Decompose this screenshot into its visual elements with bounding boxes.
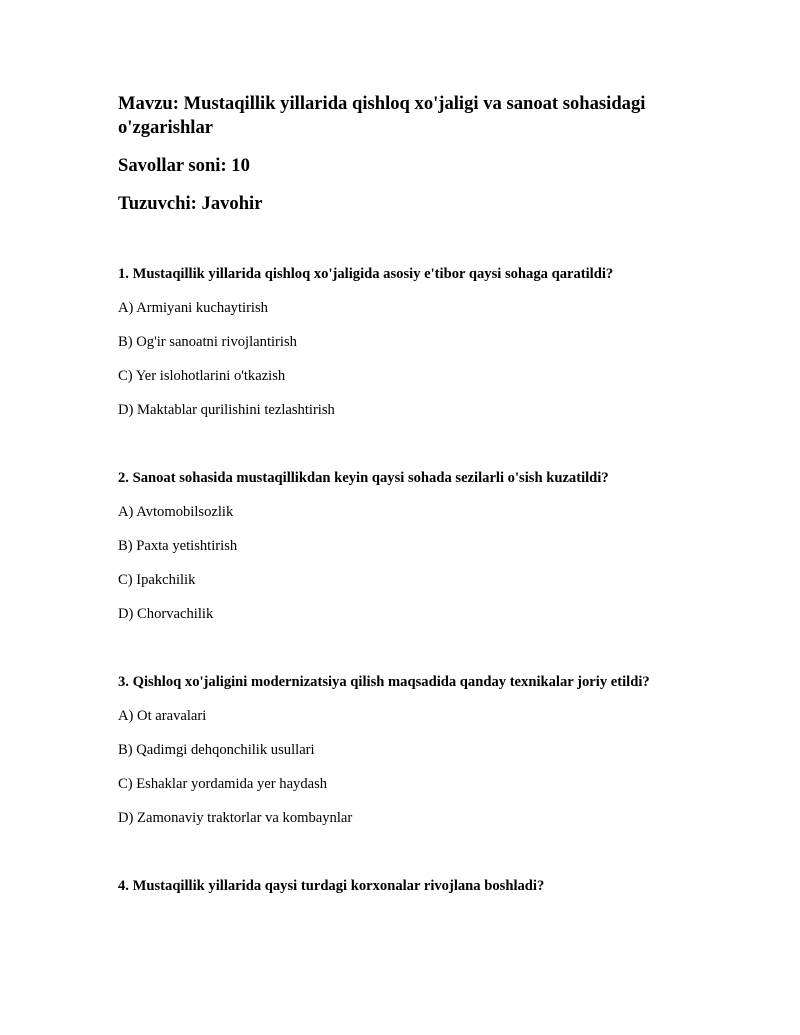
question-3 [118, 672, 678, 828]
question-3-option-d: D) Zamonaviy traktorlar va kombaynlar [118, 810, 353, 826]
question-2-text: 2. Sanoat sohasida mustaqillikdan keyin qaysi sohada sezilarli o'sish kuzatildi? [118, 470, 609, 486]
question-4-text: 4. Mustaqillik yillarida qaysi turdagi korxonalar rivojlana boshladi? [118, 878, 545, 894]
question-1-option-b: B) Og'ir sanoatni rivojlantirish [118, 334, 297, 350]
question-3-text: 3. Qishloq xo'jaligini modernizatsiya qilish maqsadida qanday texnikalar joriy etildi? [118, 674, 650, 690]
question-count: Savollar soni: 10 [118, 155, 250, 176]
question-2 [118, 468, 678, 624]
question-3-option-c: C) Eshaklar yordamida yer haydash [118, 776, 328, 792]
question-2-option-d: D) Chorvachilik [118, 606, 214, 622]
question-1 [118, 264, 678, 420]
document-title: Mavzu: Mustaqillik yillarida qishloq xo'jaligi va sanoat sohasidagi o'zgarishlar [118, 93, 646, 138]
document-page [118, 92, 678, 896]
question-2-option-b: B) Paxta yetishtirish [118, 538, 238, 554]
question-2-option-a: A) Avtomobilsozlik [118, 504, 234, 520]
question-3-option-a: A) Ot aravalari [118, 708, 207, 724]
question-3-option-b: B) Qadimgi dehqonchilik usullari [118, 742, 315, 758]
question-1-option-d: D) Maktablar qurilishini tezlashtirish [118, 402, 335, 418]
question-1-option-c: C) Yer islohotlarini o'tkazish [118, 368, 286, 384]
question-1-text: 1. Mustaqillik yillarida qishloq xo'jaligida asosiy e'tibor qaysi sohaga qaratildi? [118, 266, 614, 282]
author-line: Tuzuvchi: Javohir [118, 193, 263, 214]
question-4 [118, 876, 678, 896]
question-2-option-c: C) Ipakchilik [118, 572, 196, 588]
question-1-option-a: A) Armiyani kuchaytirish [118, 300, 268, 316]
